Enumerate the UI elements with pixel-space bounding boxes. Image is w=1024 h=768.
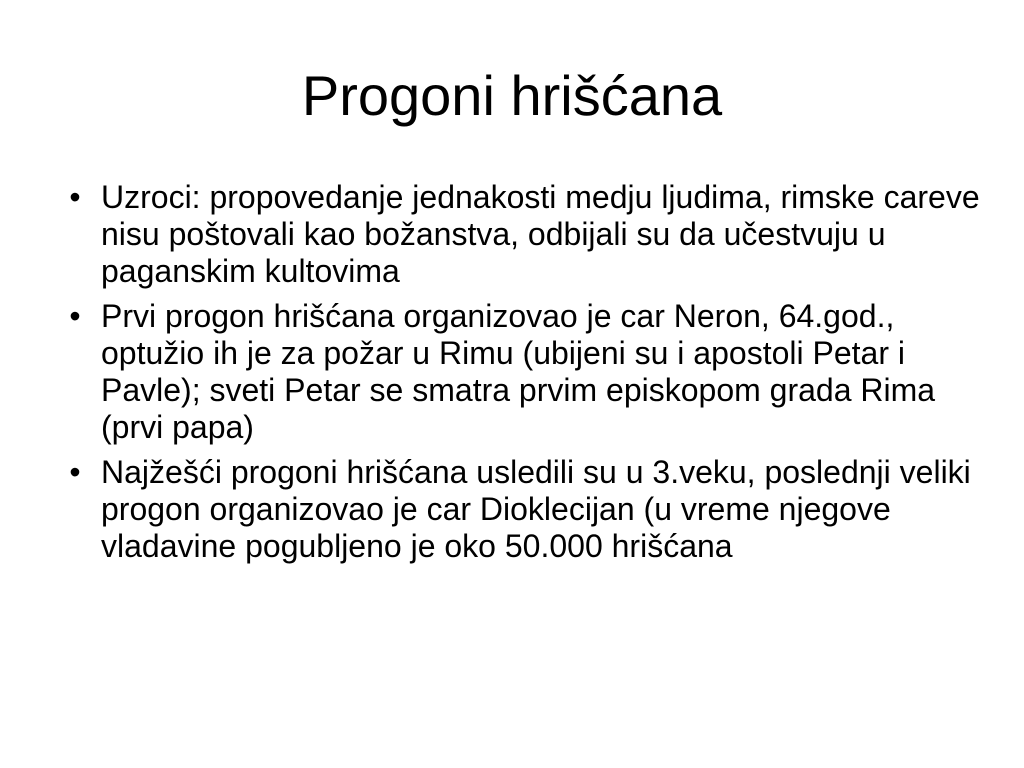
bullet-icon: • xyxy=(69,454,81,490)
bullet-icon: • xyxy=(69,298,81,334)
bullet-text: Uzroci: propovedanje jednakosti medju ljudima, rimske careve nisu poštovali kao božanstva, odbijali su da učestvuju u paganskim kultovima xyxy=(101,179,980,289)
bullet-text: Najžešći progoni hrišćana usledili su u 3.veku, poslednji veliki progon organizovao je car Dioklecijan (u vreme njegove vladavine pogubljeno je oko 50.000 hrišćana xyxy=(101,454,971,564)
bullet-text: Prvi progon hrišćana organizovao je car Neron, 64.god., optužio ih je za požar u Rimu (ubijeni su i apostoli Petar i Pavle); sveti Petar se smatra prvim episkopom grada Rima (prvi papa) xyxy=(101,298,936,445)
bullet-item-causes xyxy=(60,179,990,290)
bullet-item-first-persecution xyxy=(60,298,990,446)
bullet-icon: • xyxy=(69,179,81,215)
bullet-item-fiercest-persecution xyxy=(60,454,990,565)
slide-title: Progoni hrišćana xyxy=(301,64,723,127)
bullet-list xyxy=(60,179,990,573)
